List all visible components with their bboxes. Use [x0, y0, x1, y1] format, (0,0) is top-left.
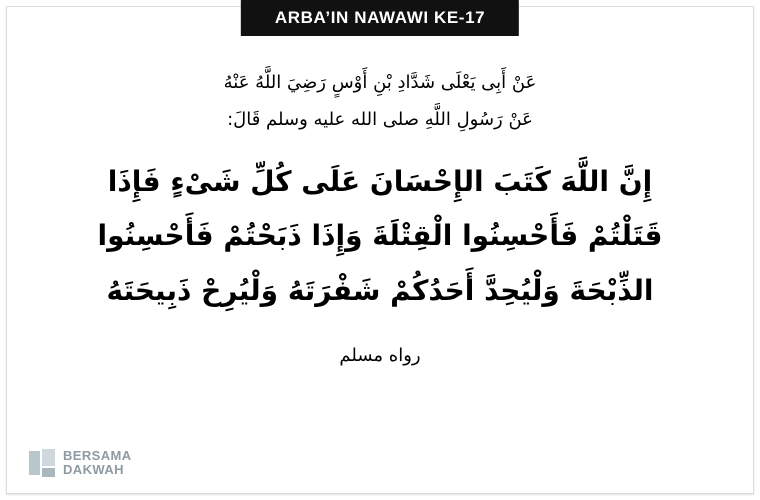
bersama-dakwah-logo-icon	[29, 449, 55, 477]
watermark-line-2: DAKWAH	[63, 461, 124, 477]
matn-line-1: إِنَّ اللَّهَ كَتَبَ الإِحْسَانَ عَلَى كُلِّ شَىْءٍ فَإِذَا	[107, 164, 653, 198]
hadith-narrator: رواه مسلم	[339, 344, 421, 366]
hadith-body	[7, 51, 753, 483]
page-title: ARBA’IN NAWAWI KE-17	[241, 0, 519, 36]
isnad-line-2: عَنْ رَسُولِ اللَّهِ صلى الله عليه وسلم قَالَ:	[227, 108, 533, 130]
matn-line-3: الذِّبْحَةَ وَلْيُحِدَّ أَحَدُكُمْ شَفْرَتَهُ وَلْيُرِحْ ذَبِيحَتَهُ	[106, 273, 654, 307]
watermark-logo	[29, 449, 132, 477]
hadith-card	[6, 6, 754, 494]
watermark-line-1: BERSAMA	[63, 447, 132, 463]
isnad-line-1: عَنْ أَبِى يَعْلَى شَدَّادِ بْنِ أَوْسٍ رَضِيَ اللَّهُ عَنْهُ	[223, 72, 537, 93]
watermark-text	[63, 449, 132, 477]
hadith-isnad	[33, 65, 727, 139]
matn-line-2: قَتَلْتُمْ فَأَحْسِنُوا الْقِتْلَةَ وَإِذَا ذَبَحْتُمْ فَأَحْسِنُوا	[97, 219, 663, 253]
hadith-matn	[33, 155, 727, 319]
